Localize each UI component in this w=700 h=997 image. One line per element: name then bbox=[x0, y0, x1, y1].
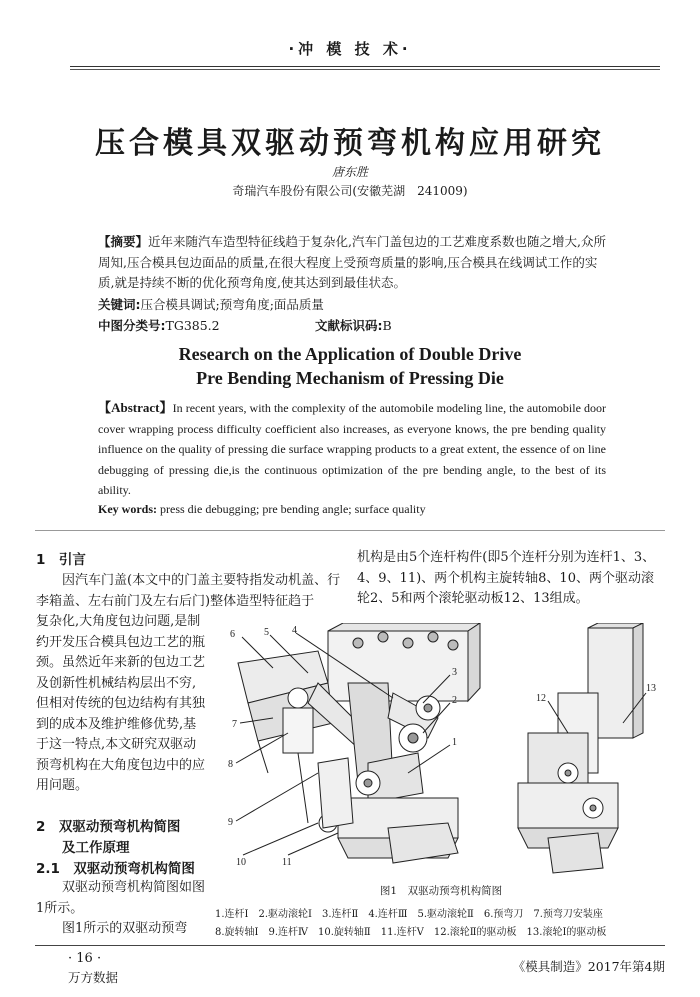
callout-10: 10 bbox=[236, 857, 246, 868]
section-header: ·冲 模 技 术· bbox=[288, 40, 412, 58]
section-2-heading-line1: 2 双驱动预弯机构简图 bbox=[36, 819, 181, 835]
keywords-cn bbox=[98, 295, 606, 313]
callout-1: 1 bbox=[452, 737, 457, 748]
section-2-1-para-2: 图1所示的双驱动预弯 bbox=[62, 921, 188, 936]
section-1-heading: 1 引言 bbox=[36, 552, 86, 568]
figure-1-legend-line2: 8.旋转轴Ⅰ 9.连杆Ⅳ 10.旋转轴Ⅱ 11.连杆Ⅴ 12.滚轮Ⅱ的驱动板 13.滚轮Ⅰ的驱动板 bbox=[215, 927, 607, 938]
affiliation: 奇瑞汽车股份有限公司(安徽芜湖 241009) bbox=[232, 184, 468, 198]
callout-3: 3 bbox=[452, 667, 457, 678]
doc-code-label: 文献标识码: bbox=[315, 318, 383, 333]
paper-title: 压合模具双驱动预弯机构应用研究 bbox=[95, 126, 605, 161]
keywords-cn-label: 关键词: bbox=[98, 297, 141, 312]
section-1-para-narrow: 复杂化,大角度包边问题,是制约开发压合模具包边工艺的瓶颈。虽然近年来新的包边工艺及创新性机械结构层出不穷,但相对传统的包边结构有其独到的成本及维护维修优势,基于这一特点,本文研究双驱动预弯机构在大角度包边中的应用问题。 bbox=[36, 614, 206, 793]
callout-8: 8 bbox=[228, 759, 233, 770]
callout-7: 7 bbox=[232, 719, 237, 730]
abstract-en bbox=[98, 398, 606, 501]
figure-1-diagram bbox=[218, 623, 664, 885]
section-2-1-heading: 2.1 双驱动预弯机构简图 bbox=[36, 861, 195, 877]
abstract-cn-text: 近年来随汽车造型特征线趋于复杂化,汽车门盖包边的工艺难度系数也随之增大,众所周知,压合模具包边面品的质量,在很大程度上受预弯质量的影响,压合模具在线调试工作的实质,就是持续不断的优化预弯角度,使其达到到最佳状态。 bbox=[98, 234, 606, 290]
section-2-heading-line2: 及工作原理 bbox=[62, 840, 130, 856]
figure-1-legend-line1: 1.连杆Ⅰ 2.驱动滚轮Ⅰ 3.连杆Ⅱ 4.连杆Ⅲ 5.驱动滚轮Ⅱ 6.预弯刀 7.预弯刀安装座 bbox=[215, 909, 603, 920]
keywords-cn-text: 压合模具调试;预弯角度;面品质量 bbox=[140, 297, 324, 312]
header-rule-thin bbox=[70, 69, 660, 70]
english-title-line1: Research on the Application of Double Drive bbox=[178, 344, 522, 364]
abstract-cn-label: 【摘要】 bbox=[98, 234, 149, 249]
callout-5: 5 bbox=[264, 627, 269, 638]
section-divider bbox=[35, 530, 665, 531]
keywords-en bbox=[98, 502, 606, 517]
classification bbox=[98, 316, 220, 334]
callout-2: 2 bbox=[452, 695, 457, 706]
footer-rule bbox=[35, 945, 665, 946]
english-title-line2: Pre Bending Mechanism of Pressing Die bbox=[196, 368, 504, 388]
section-2-1-para: 双驱动预弯机构简图如图1所示。 bbox=[36, 880, 206, 916]
callout-6: 6 bbox=[230, 629, 235, 640]
classification-value: TG385.2 bbox=[165, 318, 220, 333]
callout-13: 13 bbox=[646, 683, 656, 694]
classification-label: 中图分类号: bbox=[98, 318, 166, 333]
doc-code-value: B bbox=[382, 318, 392, 333]
figure-1-caption: 图1 双驱动预弯机构简图 bbox=[379, 885, 503, 897]
callout-4: 4 bbox=[292, 625, 297, 636]
journal-issue: 《模具制造》2017年第4期 bbox=[512, 959, 665, 974]
callout-12: 12 bbox=[536, 693, 546, 704]
right-mechanism-drawing bbox=[518, 623, 646, 873]
right-column-para: 机构是由5个连杆构件(即5个连杆分别为连杆1、3、4、9、11)、两个机构主旋转轴8、10、两个驱动滚轮2、5和两个滚轮驱动板12、13组成。 bbox=[357, 550, 656, 606]
callout-9: 9 bbox=[228, 817, 233, 828]
keywords-en-text: press die debugging; pre bending angle; surface quality bbox=[160, 502, 426, 516]
author: 唐东胜 bbox=[331, 165, 368, 179]
callout-11: 11 bbox=[282, 857, 292, 868]
abstract-en-text: In recent years, with the complexity of the automobile modeling line, the automobile door cover wrapping process difficulty coefficient also increases, as everyone knows, the pre bending quality influence on the quality of pressing die surface wrapping products to a great extent, the essence of on line debugging of pressing die,is the continuous optimization of the pre bending angle, to the best of its ability. bbox=[98, 401, 606, 497]
section-1-para-full: 因汽车门盖(本文中的门盖主要特指发动机盖、行李箱盖、左右前门及左右后门)整体造型特征趋于 bbox=[36, 573, 341, 609]
keywords-en-label: Key words: bbox=[98, 502, 157, 516]
page-number: · 16 · bbox=[68, 951, 102, 966]
doc-code bbox=[315, 316, 392, 334]
abstract-cn bbox=[98, 232, 606, 294]
abstract-en-label: 【Abstract】 bbox=[98, 400, 173, 415]
left-mechanism-drawing bbox=[236, 623, 480, 863]
english-title bbox=[0, 342, 700, 390]
header-rule bbox=[70, 66, 660, 67]
source-watermark: 万方数据 bbox=[68, 970, 119, 985]
